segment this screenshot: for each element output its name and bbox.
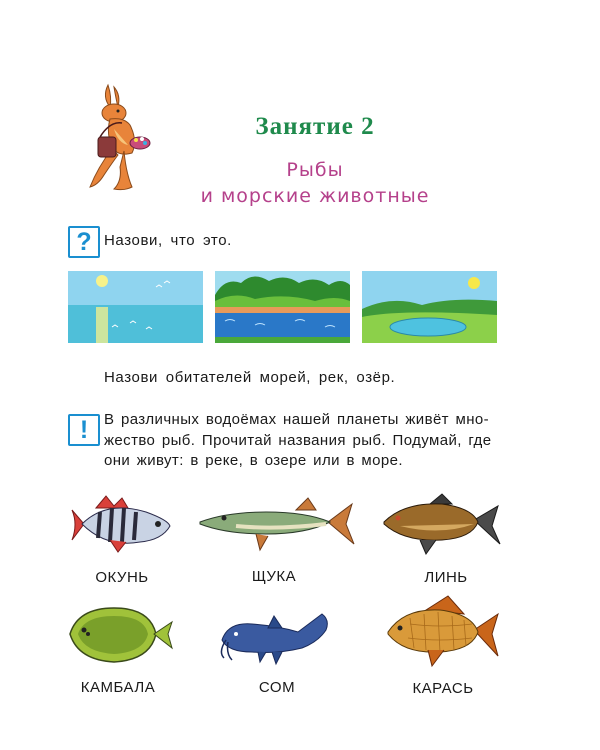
fish-label-crucian-carp: КАРАСЬ xyxy=(412,680,474,697)
fish-label-perch: ОКУНЬ xyxy=(95,569,149,586)
pike-icon xyxy=(200,498,354,550)
lake-picture xyxy=(362,271,497,343)
fish-label-pike: ЩУКА xyxy=(251,568,297,585)
sea-picture xyxy=(68,271,203,343)
question-text: Назови, что это. xyxy=(104,232,232,249)
flounder-icon xyxy=(64,604,174,666)
info-line-3: они живут: в реке, в озере или в море. xyxy=(104,452,403,469)
info-line-1: В различных водоёмах нашей планеты живёт мно- xyxy=(104,411,490,428)
subtitle-line-1: Рыбы xyxy=(286,159,344,181)
fish-label-catfish: СОМ xyxy=(258,679,296,696)
perch-icon xyxy=(66,494,174,556)
river-picture xyxy=(215,271,350,343)
question-icon: ? xyxy=(68,226,100,258)
lesson-subtitle xyxy=(140,157,490,209)
lesson-title: Занятие 2 xyxy=(255,113,375,140)
info-line-2: жество рыб. Прочитай названия рыб. Подумай, где xyxy=(104,431,492,449)
fish-label-tench: ЛИНЬ xyxy=(424,569,468,586)
tench-icon xyxy=(380,492,502,558)
info-paragraph xyxy=(104,410,504,472)
fish-label-flounder: КАМБАЛА xyxy=(80,679,156,696)
crucian-carp-icon xyxy=(384,594,500,668)
inhabitants-question: Назови обитателей морей, рек, озёр. xyxy=(104,369,396,386)
catfish-icon xyxy=(218,606,336,666)
exclamation-icon: ! xyxy=(68,414,100,446)
subtitle-line-2: и морские животные xyxy=(200,185,430,207)
